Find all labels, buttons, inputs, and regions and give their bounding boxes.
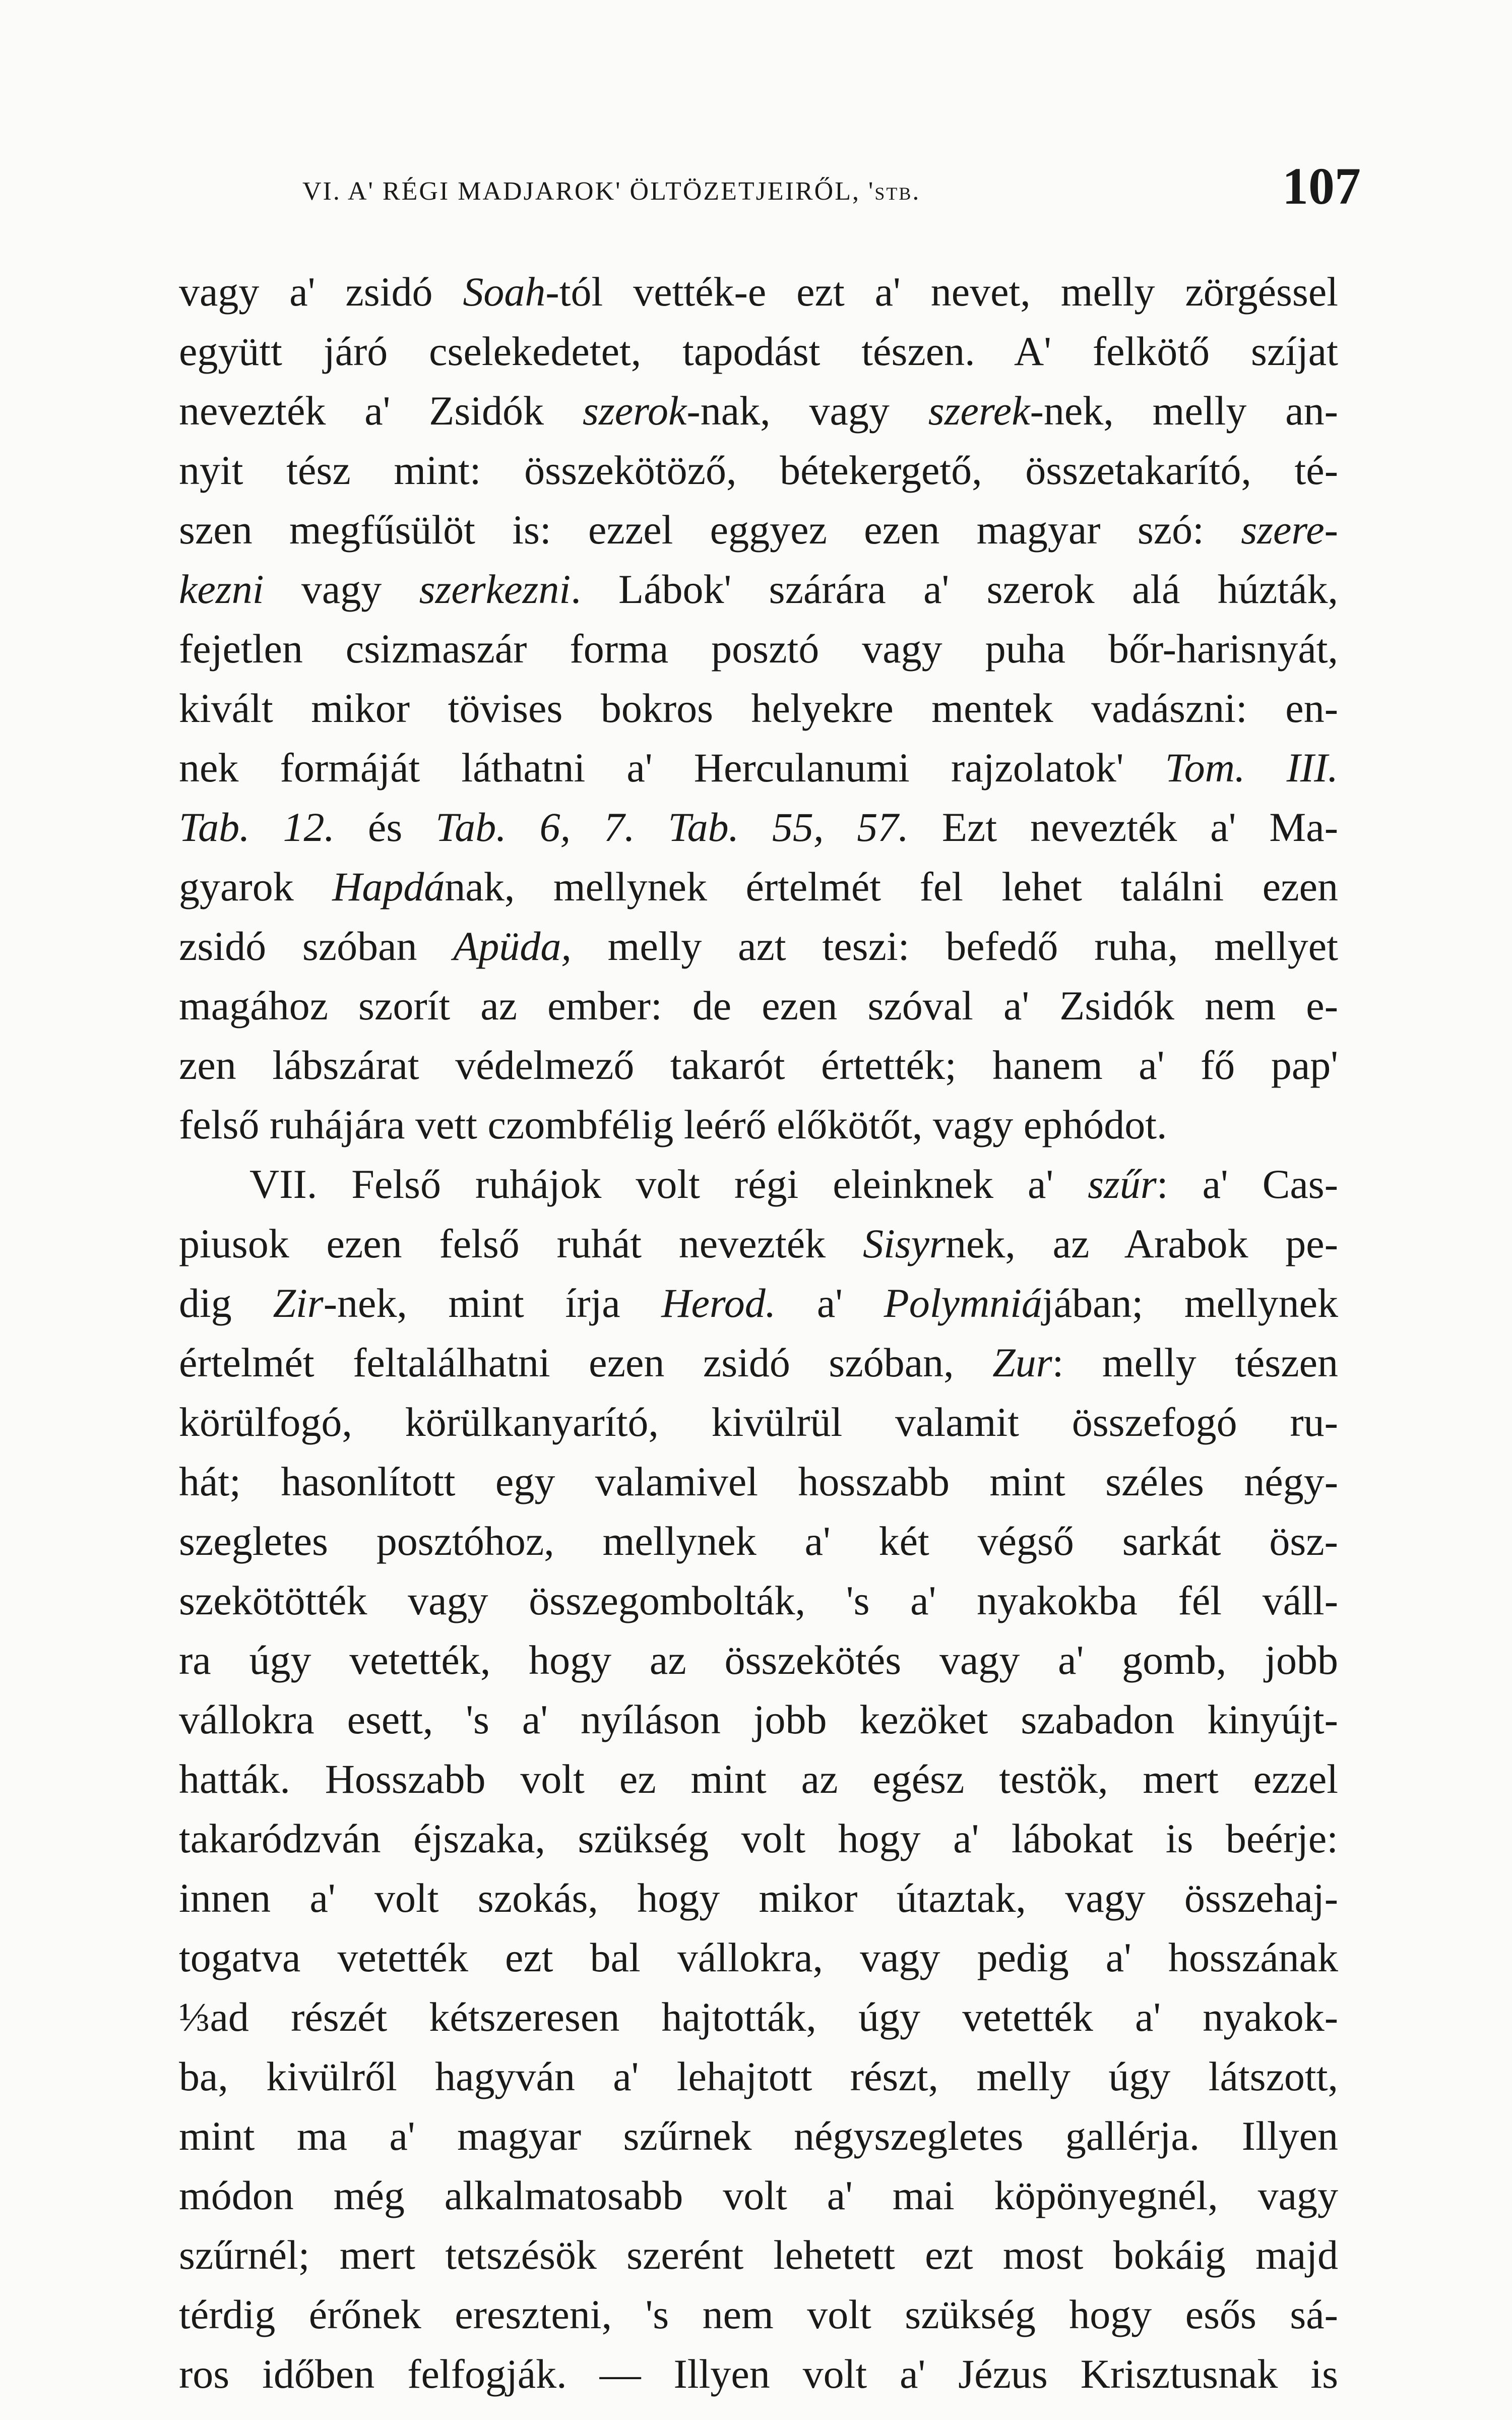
text-line <box>179 322 1338 381</box>
text-run: dig <box>179 1280 273 1326</box>
text-run: . Lábok' szárára a' szerok alá húzták, <box>571 566 1338 612</box>
text-line <box>179 1036 1338 1095</box>
text-run: VII. Felső ruhájok volt régi eleinknek a' <box>249 1161 1088 1207</box>
text-line <box>179 2166 1338 2225</box>
text-run: -nak, vagy <box>686 388 928 434</box>
text-run: hatták. Hosszabb volt ez mint az egész testök, mert ezzel <box>179 1756 1338 1802</box>
text-run: jában; mellynek <box>1042 1280 1338 1326</box>
text-line <box>179 976 1338 1036</box>
text-line <box>179 917 1338 976</box>
text-run: kivált mikor tövises bokros helyekre mentek vadászni: en- <box>179 685 1338 731</box>
italic-text: kezni <box>179 566 264 612</box>
text-line <box>179 1868 1338 1928</box>
text-line <box>179 381 1338 441</box>
text-run: értelmét feltalálhatni ezen zsidó szóban, <box>179 1340 993 1385</box>
text-line <box>179 619 1338 679</box>
text-line <box>179 1393 1338 1452</box>
italic-text: Apüda, <box>453 923 572 969</box>
text-run: módon még alkalmatosabb volt a' mai köpönyegnél, vagy <box>179 2172 1338 2218</box>
text-line <box>179 798 1338 857</box>
text-line <box>179 2106 1338 2166</box>
text-line <box>179 1749 1338 1809</box>
italic-text: Hapdá <box>332 864 445 910</box>
text-run: zen lábszárat védelmező takarót értették; hanem a' fő pap' <box>179 1042 1338 1088</box>
page-number: 107 <box>1282 157 1361 215</box>
text-line <box>179 1095 1338 1155</box>
text-run: mint ma a' magyar szűrnek négyszegletes gallérja. Illyen <box>179 2113 1338 2159</box>
text-run: takaródzván éjszaka, szükség volt hogy a' lábokat is beérje: <box>179 1816 1338 1861</box>
text-line <box>179 441 1338 500</box>
text-run: -tól vették-e ezt a' nevet, melly zörgéssel <box>545 269 1338 315</box>
text-run: felső ruhájára vett czombfélig leérő előkötőt, vagy ephódot. <box>179 1102 1167 1147</box>
text-run: : melly tészen <box>1052 1340 1338 1385</box>
text-run: vagy a' zsidó <box>179 269 463 315</box>
text-line <box>179 500 1338 560</box>
italic-text: szűr <box>1088 1161 1157 1207</box>
text-line <box>179 1155 1338 1214</box>
text-run: : a' Cas- <box>1156 1161 1338 1207</box>
text-line <box>179 560 1338 619</box>
text-run: ros időben felfogják. — Illyen volt a' Jézus Krisztusnak is <box>179 2351 1338 2397</box>
text-run: -nek, mint írja <box>323 1280 662 1326</box>
text-line <box>179 2225 1338 2285</box>
page-header <box>302 156 1361 232</box>
text-line <box>179 1630 1338 1690</box>
text-line <box>179 1928 1338 1987</box>
text-run: ba, kivülről hagyván a' lehajtott részt, melly úgy látszott, <box>179 2053 1338 2099</box>
italic-text: szerkezni <box>419 566 571 612</box>
text-run: nyit tész mint: összekötöző, bétekergető, összetakarító, té- <box>179 447 1338 493</box>
text-run: gyarok <box>179 864 333 910</box>
text-line <box>179 738 1338 798</box>
text-line <box>179 1333 1338 1393</box>
text-run: ra úgy vetették, hogy az összekötés vagy a' gomb, jobb <box>179 1637 1338 1683</box>
text-run: togatva vetették ezt bal vállokra, vagy pedig a' hosszának <box>179 1934 1338 1980</box>
text-line <box>179 2344 1338 2404</box>
text-run: együtt járó cselekedetet, tapodást tészen. A' felkötő szíjat <box>179 328 1338 374</box>
italic-text: szerok <box>582 388 687 434</box>
text-run: vagy <box>264 566 419 612</box>
text-run: -nek, melly an- <box>1030 388 1338 434</box>
italic-text: Tom. III. <box>1165 745 1338 791</box>
text-line <box>179 1274 1338 1333</box>
text-line <box>179 1214 1338 1274</box>
text-run: nek formáját láthatni a' Herculanumi rajzolatok' <box>179 745 1165 791</box>
text-run: magához szorít az ember: de ezen szóval a' Zsidók nem e- <box>179 983 1338 1028</box>
text-run: szen megfűsülöt is: ezzel eggyez ezen magyar szó: <box>179 507 1241 553</box>
text-run: térdig érőnek ereszteni, 's nem volt szükség hogy esős sá- <box>179 2291 1338 2337</box>
text-line <box>179 1690 1338 1749</box>
italic-text: Tab. 6, 7. Tab. 55, 57. <box>435 804 909 850</box>
text-run: nek, az Arabok pe- <box>945 1221 1339 1266</box>
text-run: vállokra esett, 's a' nyíláson jobb kezöket szabadon kinyújt- <box>179 1697 1338 1742</box>
text-run: és <box>335 804 436 850</box>
text-run: szegletes posztóhoz, mellynek a' két végső sarkát ösz- <box>179 1518 1338 1564</box>
italic-text: Herod. <box>661 1280 776 1326</box>
text-run: szűrnél; mert tetszésök szerént lehetett ezt most bokáig majd <box>179 2232 1338 2278</box>
text-line <box>179 857 1338 917</box>
text-line <box>179 1809 1338 1868</box>
italic-text: Tab. 12. <box>179 804 335 850</box>
italic-text: Zir <box>273 1280 324 1326</box>
text-run: nak, mellynek értelmét fel lehet találni ezen <box>445 864 1338 910</box>
text-line <box>179 262 1338 322</box>
italic-text: Soah <box>463 269 546 315</box>
text-run: szekötötték vagy összegombolták, 's a' nyakokba fél váll- <box>179 1578 1338 1623</box>
text-run: ⅓ad részét kétszeresen hajtották, úgy vetették a' nyakok- <box>179 1994 1338 2040</box>
text-line <box>179 2047 1338 2106</box>
text-line <box>179 1452 1338 1511</box>
italic-text: Polymniá <box>884 1280 1042 1326</box>
text-run: körülfogó, körülkanyarító, kivülrül valamit összefogó ru- <box>179 1399 1338 1445</box>
text-run: zsidó szóban <box>179 923 454 969</box>
body-text <box>179 262 1338 2404</box>
running-head: VI. A' RÉGI MADJAROK' ÖLTÖZETJEIRŐL, 'stb. <box>302 177 921 206</box>
text-run: piusok ezen felső ruhát nevezték <box>179 1221 863 1266</box>
text-line <box>179 1987 1338 2047</box>
text-run: Ezt nevezték a' Ma- <box>908 804 1339 850</box>
text-line <box>179 2285 1338 2344</box>
text-run: a' <box>776 1280 884 1326</box>
italic-text: Sisyr <box>862 1221 946 1266</box>
text-line <box>179 1511 1338 1571</box>
text-line <box>179 679 1338 738</box>
italic-text: szerek <box>928 388 1030 434</box>
text-run: nevezték a' Zsidók <box>179 388 583 434</box>
italic-text: Zur <box>992 1340 1052 1385</box>
text-run: fejetlen csizmaszár forma posztó vagy puha bőr-harisnyát, <box>179 626 1338 672</box>
text-run: innen a' volt szokás, hogy mikor útaztak, vagy összehaj- <box>179 1875 1338 1921</box>
text-line <box>179 1571 1338 1630</box>
text-run: melly azt teszi: befedő ruha, mellyet <box>571 923 1338 969</box>
italic-text: szere- <box>1241 507 1338 553</box>
text-run: hát; hasonlított egy valamivel hosszabb mint széles négy- <box>179 1459 1338 1504</box>
